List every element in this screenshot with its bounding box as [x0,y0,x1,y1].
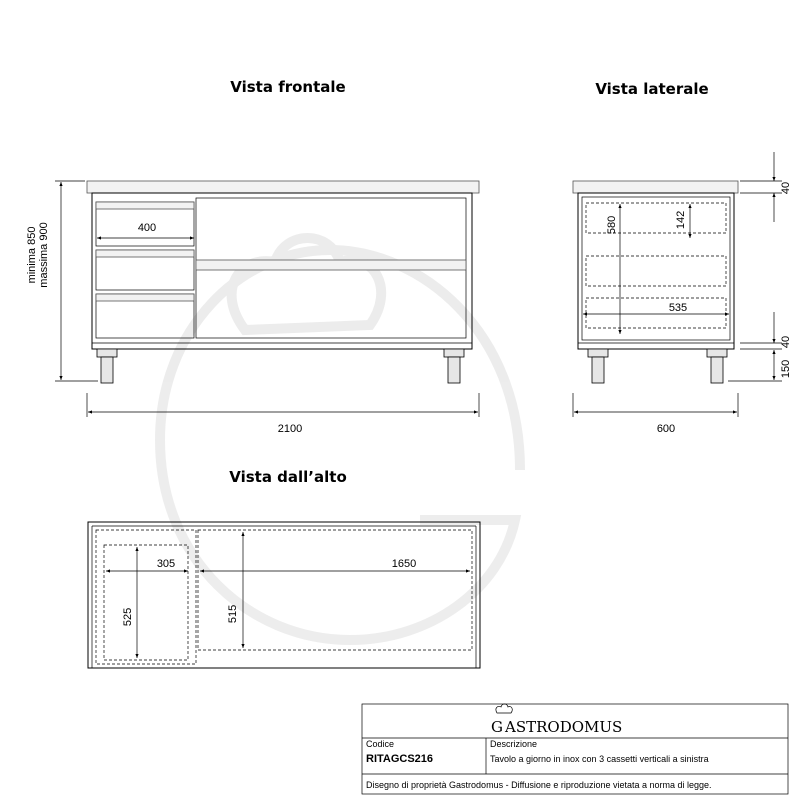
top-open-area [198,530,472,650]
top-outline [88,522,480,668]
front-width-label: 2100 [277,423,303,435]
side-frame [578,193,734,349]
side-view [573,80,792,435]
top-drawer-width-label: 305 [156,558,176,570]
drawer-width-label: 400 [137,222,157,234]
front-worktop [87,181,479,193]
front-view [26,78,479,435]
side-bottom-thickness-label: 40 [780,335,792,349]
front-view-title: Vista frontale [230,78,346,96]
side-top-gap-label: 142 [675,210,687,230]
front-height-min-label: minima 850 [26,226,38,284]
side-inner [582,197,730,340]
drawer-3-handle [96,294,194,301]
description-value: Tavolo a giorno in inox con 3 cassetti verticali a sinistra [490,754,709,764]
description-label: Descrizione [490,739,538,749]
top-view-title: Vista dall’alto [229,468,347,486]
top-drawer-inner [104,545,188,660]
side-leg-height-label: 150 [780,359,792,379]
code-value: RITAGCS216 [366,753,434,765]
side-legs [588,349,727,383]
front-height-max-label: massima 900 [38,222,50,288]
front-middle-shelf [196,260,466,270]
top-view [88,468,480,668]
brand-name-rest: ASTRODOMUS [505,718,623,736]
side-drawer-2 [586,256,726,286]
drawer-1-handle [96,202,194,209]
top-drawer-block [96,530,196,664]
side-depth-label: 600 [656,423,676,435]
top-open-depth-label: 515 [227,604,239,624]
side-view-title: Vista laterale [595,80,709,98]
side-drawer-3 [586,298,726,328]
top-open-width-label: 1650 [391,558,417,570]
side-inner-width-label: 535 [668,302,688,314]
title-block [362,704,788,794]
front-legs [97,349,464,383]
brand-logo [491,704,622,736]
code-label: Codice [366,739,395,749]
footer-text: Disegno di proprietà Gastrodomus - Diffusione e riproduzione vietata a norma di legge. [366,780,712,790]
side-inner-height-label: 580 [606,215,618,235]
brand-initial: G [491,718,503,736]
side-worktop [573,181,738,193]
drawer-2-handle [96,250,194,257]
top-drawer-depth-label: 525 [122,607,134,627]
side-top-thickness-label: 40 [780,181,792,195]
